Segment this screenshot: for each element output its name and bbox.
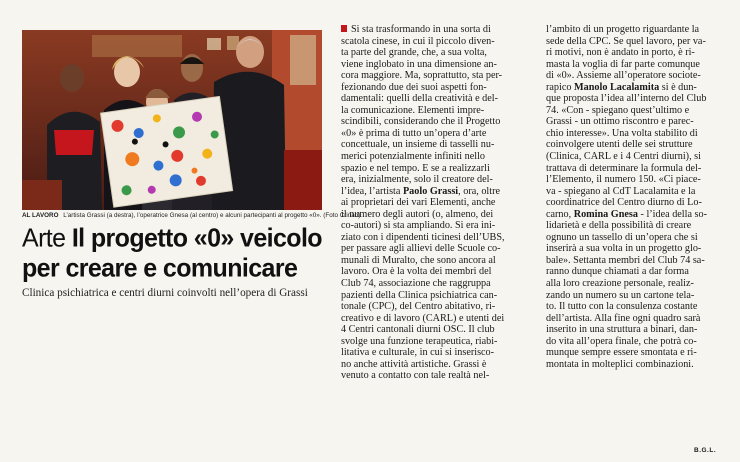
article-line: 74. «Con - spiegano quest’ultimo e (546, 104, 690, 116)
article-line: Club 74, associazione che raggruppa (341, 278, 491, 290)
article-line: trattava di determinare la formula del- (546, 162, 702, 174)
article-line: venuto a contatto con tale realtà nel- (341, 370, 490, 382)
article-line: «0» è prima di tutto un’opera d’arte (341, 127, 487, 139)
article-line: ognuno un tassello di un’opera che si (546, 231, 698, 243)
article-line: montata in molteplici combinazioni. (546, 358, 694, 370)
article-line: sede della CPC. Se quel lavoro, per va- (546, 35, 706, 47)
article-line: bale». Settanta membri del Club 74 sa- (546, 254, 705, 266)
photo-group-with-artwork-icon (22, 30, 322, 210)
caption-text: L’artista Grassi (a destra), l’operatrice Gnesa (al centro) e alcuni partecipanti al progetto «0». (Foto Crinari) (63, 212, 361, 219)
article-line: litativa e culturale, in cui si inserisco- (341, 347, 495, 359)
article-line: co-autori) si sta ampliando. Si era ini- (341, 220, 496, 232)
article-line: viene inglobato in una dimensione an- (341, 58, 497, 70)
article-line: di «0». Assieme all’operatore sociote- (546, 70, 701, 82)
person-name: Manolo Lacalamita (574, 81, 660, 93)
article-line: munque sempre essere smontata e ri- (546, 347, 697, 359)
article-column-2 (546, 24, 726, 370)
article-line: ai proprietari dei vari Elementi, anche (341, 197, 496, 209)
caption-label: AL LAVORO (22, 212, 59, 219)
person-name: Paolo Grassi (402, 185, 459, 197)
headline-kicker: Arte (22, 224, 66, 253)
article-column-1 (341, 24, 533, 382)
article-line: dell’artista. Alla fine ogni quadro sarà (546, 312, 701, 324)
article-line: damentali: quelli della creatività e del- (341, 93, 498, 105)
article-line: do vita all’opera finale, che potrà co- (546, 335, 697, 347)
article-line: fezionando due dei suoi aspetti fon- (341, 81, 487, 93)
article-line: lavoro. Ora è la volta dei membri del (341, 266, 492, 278)
author-signature: B.G.L. (694, 447, 717, 454)
article-line: tonale (CPC), del Centro abitativo, ri- (341, 301, 496, 313)
article-line: rapico Manolo Lacalamita si è dun- (546, 81, 697, 93)
article-line: va - spiegano al CdT Lacalamita e la (546, 185, 696, 197)
article-line: no anche attività artistiche. Grassi è (341, 358, 487, 370)
article-line: pazienti della Clinica psichiatrica can- (341, 289, 498, 301)
article-line: zando un numero su un cartone tela- (546, 289, 695, 301)
subheadline: Clinica psichiatrica e centri diurni coinvolti nell’opera di Grassi (22, 287, 308, 299)
article-line: que proposta l’idea all’interno del Club (546, 93, 707, 105)
headline (22, 224, 327, 284)
article-line: ziato con i dipendenti ticinesi dell’UBS, (341, 231, 505, 243)
article-line: Si sta trasformando in una sorta di (341, 24, 533, 36)
article-line: coordinatrice del Centro diurno di Lo- (546, 197, 702, 209)
headline-title-line1: Il progetto «0» veicolo (71, 224, 322, 253)
article-line: spazio e nel tempo. E se a realizzarli (341, 162, 490, 174)
article-line: l’ambito di un progetto riguardante la (546, 24, 700, 35)
article-line: ta parte del grande, che, a sua volta, (341, 47, 487, 59)
article-line: (Clinica, CARL e i 4 Centri diurni), si (546, 151, 701, 163)
article-line: la comunicazione. Elementi impre- (341, 104, 485, 116)
article-line: to. Il tutto con la consulenza costante (546, 301, 698, 313)
article-line: per passare agli allievi delle Scuole co- (341, 243, 501, 255)
article-line: creativo e di lavoro (CARL) e utenti dei (341, 312, 505, 324)
photo-caption (22, 212, 361, 220)
article-line: era, inizialmente, solo il creatore del- (341, 174, 493, 186)
article-line: ri motivi, non è andato in porto, è ri- (546, 47, 695, 59)
headline-title-line2: per creare e comunicare (22, 253, 298, 283)
article-line: ranno dunque chiamati a dar forma (546, 266, 689, 278)
article-line: lidarietà e della possibilità di creare (546, 220, 692, 232)
article-line: scindibili, considerando che il Progetto (341, 116, 501, 128)
section-marker-icon (341, 25, 347, 32)
article-line: cora maggiore. Ma, soprattutto, sta per- (341, 70, 503, 82)
article-line: merici potenzialmente infiniti nello (341, 151, 485, 163)
article-line: chio interesse». Una volta stabilito di (546, 127, 698, 139)
article-line: il numero degli autori (o, almeno, dei (341, 208, 494, 220)
article-line: 4 Centri cantonali diurni OSC. Il club (341, 324, 495, 336)
article-line: scatola cinese, in cui il piccolo diven- (341, 35, 495, 47)
article-line: l’Elemento, il numero 150. «Ci piace- (546, 174, 701, 186)
article-line: concettuale, un insieme di tasselli nu- (341, 139, 495, 151)
article-line: l’idea, l’artista Paolo Grassi, ora, oltre (341, 185, 501, 197)
article-line: munali di Muralto, che sono ancora al (341, 254, 496, 266)
article-line: Grassi - un ottimo riscontro e parec- (546, 116, 694, 128)
article-line: inserito in una struttura a binari, dan- (546, 324, 698, 336)
article-line: inserirà a sua volta in un progetto glo- (546, 243, 702, 255)
person-name: Romina Gnesa (573, 208, 638, 220)
article-line: svolge una funzione terapeutica, riabi- (341, 335, 498, 347)
article-line: masta la voglia di far parte comunque (546, 58, 700, 70)
article-line: alla loro creazione personale, realiz- (546, 278, 694, 290)
article-line: carno, Romina Gnesa - l’idea della so- (546, 208, 707, 220)
article-line: coinvolgere utenti delle sei strutture (546, 139, 693, 151)
article-photo (22, 30, 322, 210)
